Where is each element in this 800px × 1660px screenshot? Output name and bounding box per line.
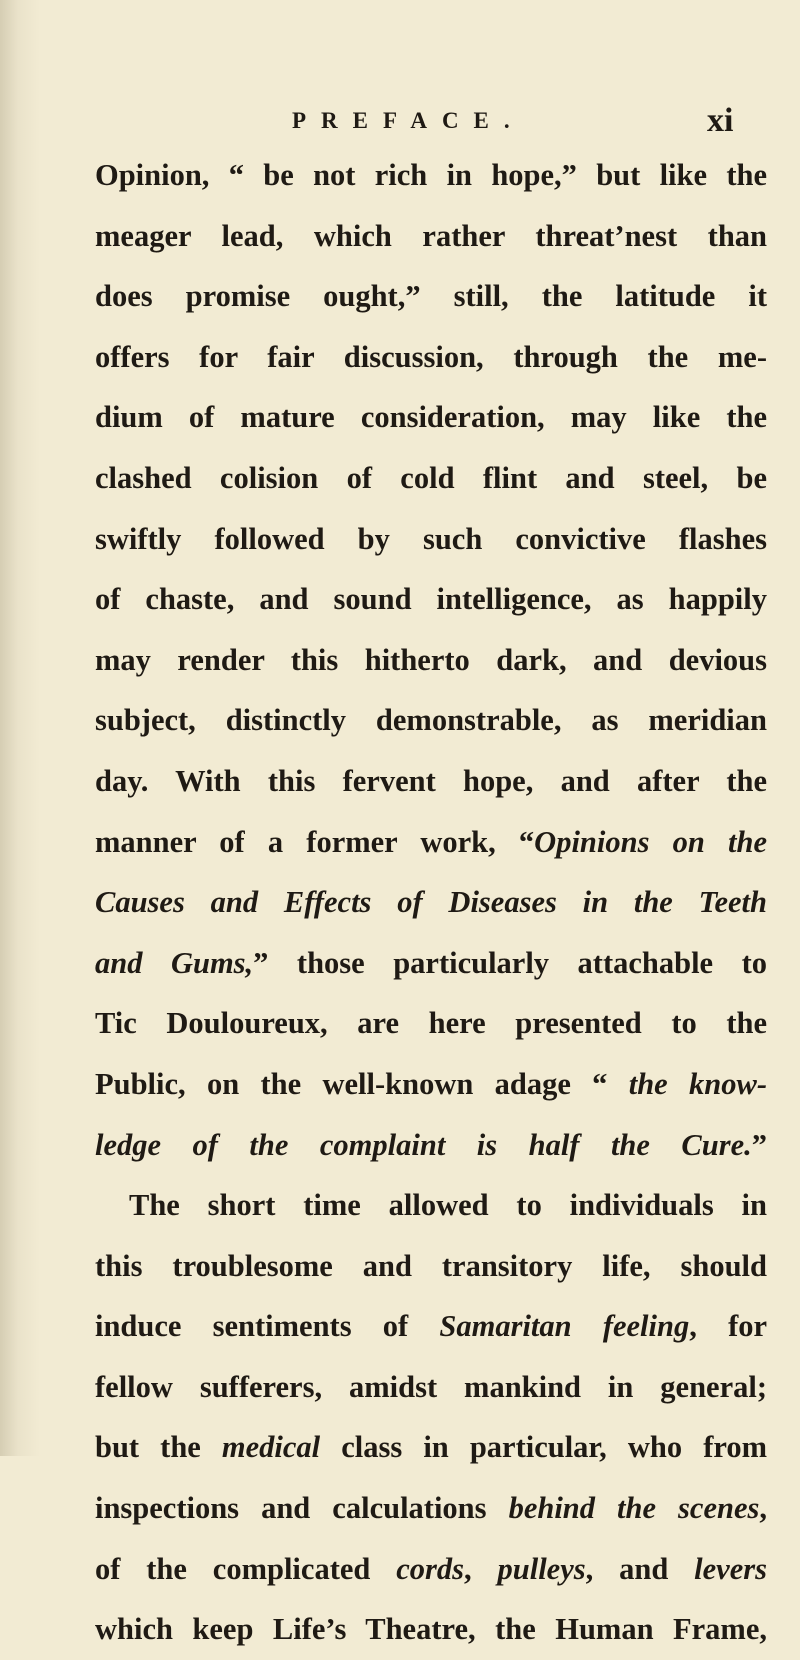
italic-run: behind the scenes (508, 1491, 760, 1526)
text-line (95, 690, 767, 751)
text-line (95, 387, 767, 448)
text-run: this troublesome and transitory life, should (95, 1248, 767, 1283)
italic-run: Causes and Effects of Diseases in the Teeth (95, 885, 767, 920)
text-line (95, 993, 767, 1054)
text-line (95, 1357, 767, 1418)
text-line (95, 812, 767, 873)
text-line (95, 1175, 767, 1236)
text-run: of chaste, and sound intelligence, as happily (95, 582, 767, 617)
text-run: meager lead, which rather threat’nest than (95, 218, 767, 253)
text-line (95, 327, 767, 388)
text-line (95, 206, 767, 267)
text-line (95, 1417, 767, 1478)
italic-run: Opinions on the (534, 824, 767, 859)
text-run: day. With this fervent hope, and after the (95, 763, 767, 798)
text-run: may render this hitherto dark, and devious (95, 642, 767, 677)
text-run: ” (751, 1127, 767, 1162)
text-run: offers for fair discussion, through the me- (95, 339, 767, 374)
text-run: fellow sufferers, amidst mankind in general; (95, 1369, 767, 1404)
text-line (95, 266, 767, 327)
text-run: does promise ought,” still, the latitude it (95, 279, 767, 314)
text-line (95, 1599, 767, 1660)
text-run: , (464, 1551, 498, 1586)
text-line (95, 509, 767, 570)
page-header (0, 102, 800, 148)
text-run: ” those particularly attachable to (253, 945, 767, 980)
italic-run: and Gums, (95, 945, 254, 980)
text-line (95, 1539, 767, 1600)
italic-run: the know- (628, 1066, 767, 1101)
text-run: , (759, 1491, 767, 1526)
italic-run: levers (694, 1551, 767, 1586)
text-run: swiftly followed by such convictive flashes (95, 521, 767, 556)
text-run: Opinion, “ be not rich in hope,” but like the (95, 158, 767, 192)
italic-run: cords (396, 1551, 465, 1586)
text-line (95, 1296, 767, 1357)
text-line (95, 933, 767, 994)
running-head: PREFACE. (292, 108, 525, 133)
italic-run: pulleys (497, 1551, 586, 1586)
text-run: Tic Douloureux, are here presented to the (95, 1006, 767, 1041)
italic-run: medical (221, 1430, 321, 1465)
text-line (95, 751, 767, 812)
text-run: , and (585, 1551, 695, 1586)
text-run: Public, on the well-known adage “ (95, 1066, 629, 1101)
text-run: but the (95, 1430, 222, 1465)
text-line (95, 1115, 767, 1176)
text-run: clashed colision of cold flint and steel, be (95, 460, 767, 495)
text-line (95, 145, 767, 206)
italic-run: ledge of the complaint is half the Cure. (95, 1127, 752, 1162)
text-run: induce sentiments of (95, 1309, 440, 1344)
text-line (95, 1478, 767, 1539)
text-run: class in particular, who from (320, 1430, 767, 1465)
text-run: subject, distinctly demonstrable, as meridian (95, 703, 767, 738)
text-run: inspections and calculations (95, 1491, 509, 1526)
text-run: The short time allowed to individuals in (129, 1188, 767, 1223)
text-line (95, 448, 767, 509)
italic-run: Samaritan feeling (439, 1309, 690, 1344)
text-run: dium of mature consideration, may like the (95, 400, 767, 435)
text-line (95, 872, 767, 933)
body-text (95, 145, 767, 1660)
text-line (95, 1054, 767, 1115)
text-run: , for (689, 1309, 768, 1344)
page-number: xi (707, 102, 734, 139)
text-run: of the complicated (95, 1551, 397, 1586)
text-line (95, 569, 767, 630)
text-line (95, 630, 767, 691)
text-line (95, 1236, 767, 1297)
text-run: manner of a former work, “ (95, 824, 535, 859)
text-run: which keep Life’s Theatre, the Human Frame, (95, 1612, 767, 1647)
